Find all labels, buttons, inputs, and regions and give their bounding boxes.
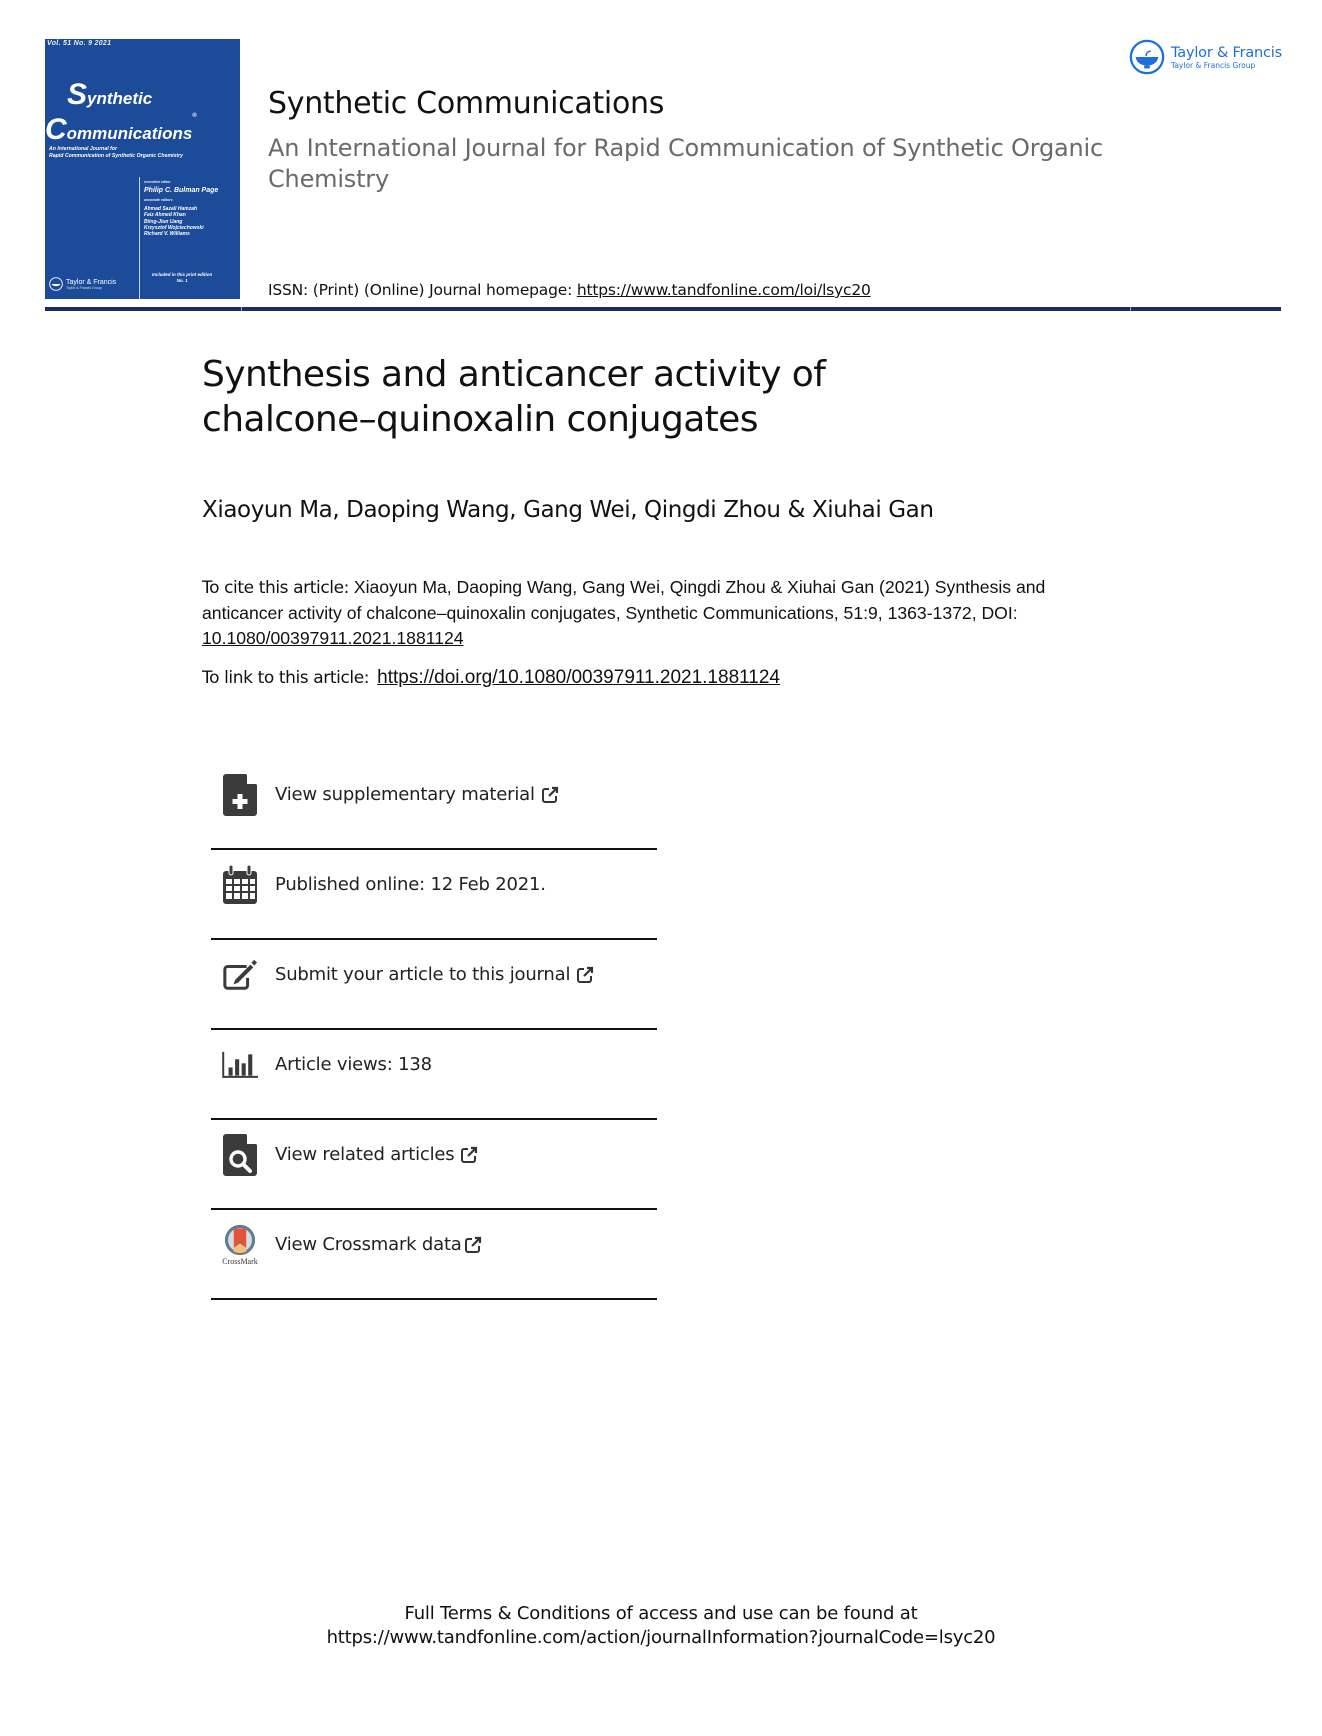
calendar-icon xyxy=(222,864,258,906)
info-item-related[interactable] xyxy=(211,1120,657,1210)
article-info-list xyxy=(211,760,657,1300)
file-plus-icon xyxy=(222,774,258,816)
info-item-label: Submit your article to this journal xyxy=(275,964,571,985)
info-item-submit[interactable] xyxy=(211,940,657,1030)
file-search-icon xyxy=(222,1134,258,1176)
header-separator xyxy=(45,307,1281,311)
footer-terms-text: Full Terms & Conditions of access and use can be found at xyxy=(404,1603,918,1624)
publisher-name: Taylor & Francis xyxy=(1171,44,1282,61)
tf-lamp-icon xyxy=(1128,38,1166,76)
article-authors: Xiaoyun Ma, Daoping Wang, Gang Wei, Qingdi Zhou & Xiuhai Gan xyxy=(202,497,934,523)
citation-label: To cite this article: xyxy=(202,578,349,598)
journal-homepage-link[interactable]: https://www.tandfonline.com/loi/lsyc20 xyxy=(576,281,871,299)
cover-brand-line1: Synthetic xyxy=(67,78,153,111)
citation-block xyxy=(202,575,1102,651)
article-doi-url-link[interactable]: https://doi.org/10.1080/00397911.2021.1881124 xyxy=(377,667,780,688)
info-item-crossmark[interactable] xyxy=(211,1210,657,1300)
crossmark-icon xyxy=(219,1224,261,1266)
external-link-icon xyxy=(460,1146,478,1164)
doi-link[interactable]: 10.1080/00397911.2021.1881124 xyxy=(202,628,464,648)
footer-terms-url[interactable]: https://www.tandfonline.com/action/journalInformation?journalCode=lsyc20 xyxy=(326,1627,996,1648)
info-item-supplementary[interactable] xyxy=(211,760,657,850)
tf-lamp-icon xyxy=(49,277,63,291)
crossmark-caption: CrossMark xyxy=(222,1257,258,1266)
info-item-label: View Crossmark data xyxy=(275,1234,462,1255)
external-link-icon xyxy=(576,966,594,984)
journal-subtitle: An International Journal for Rapid Communication of Synthetic Organic Chemistry xyxy=(268,134,1103,193)
publisher-group: Taylor & Francis Group xyxy=(1171,60,1256,70)
link-label: To link to this article: xyxy=(202,668,370,688)
external-link-icon xyxy=(464,1236,482,1254)
publisher-logo xyxy=(1128,38,1282,76)
cover-issue-line: Vol. 51 No. 9 2021 xyxy=(47,40,112,47)
bar-chart-icon xyxy=(222,1044,258,1086)
info-item-label: Article views: 138 xyxy=(275,1054,432,1075)
cover-publisher-logo: Taylor & Francis Taylor & Francis Group xyxy=(49,277,116,291)
info-item-label: View supplementary material xyxy=(275,784,535,805)
article-link-line xyxy=(202,667,780,689)
info-item-label: View related articles xyxy=(275,1144,455,1165)
cover-divider xyxy=(139,177,140,299)
external-link-icon xyxy=(541,786,559,804)
info-item-published xyxy=(211,850,657,940)
issn-line xyxy=(268,281,871,299)
cover-included-note: Included in this print edition No. 1 xyxy=(152,272,213,283)
journal-cover-image xyxy=(45,39,240,299)
cover-editors: executive editor Philip C. Bulman Page associate editors Ahmad Sazali Hamzah Faiz Ahmed Khan Biing-Jiun Uang Krzysztof Wojciechowski Richard V. Williams xyxy=(144,180,219,238)
cover-brand-line2: Communications® xyxy=(45,113,197,146)
issn-text: ISSN: (Print) (Online) Journal homepage: xyxy=(268,281,577,299)
edit-icon xyxy=(222,954,258,996)
article-title: Synthesis and anticancer activity of chalcone–quinoxalin conjugates xyxy=(202,354,826,440)
citation-text: Xiaoyun Ma, Daoping Wang, Gang Wei, Qingdi Zhou & Xiuhai Gan (2021) Synthesis and anticancer activity of chalcone–quinoxalin conjugates, Synthetic Communications, 51:9, 1363-1372, DOI: xyxy=(202,577,1046,623)
info-item-views xyxy=(211,1030,657,1120)
terms-footer xyxy=(0,1602,1322,1650)
info-item-label: Published online: 12 Feb 2021. xyxy=(275,874,546,895)
journal-title: Synthetic Communications xyxy=(268,86,665,121)
cover-tagline: An International Journal for Rapid Communication of Synthetic Organic Chemistry xyxy=(49,146,184,159)
